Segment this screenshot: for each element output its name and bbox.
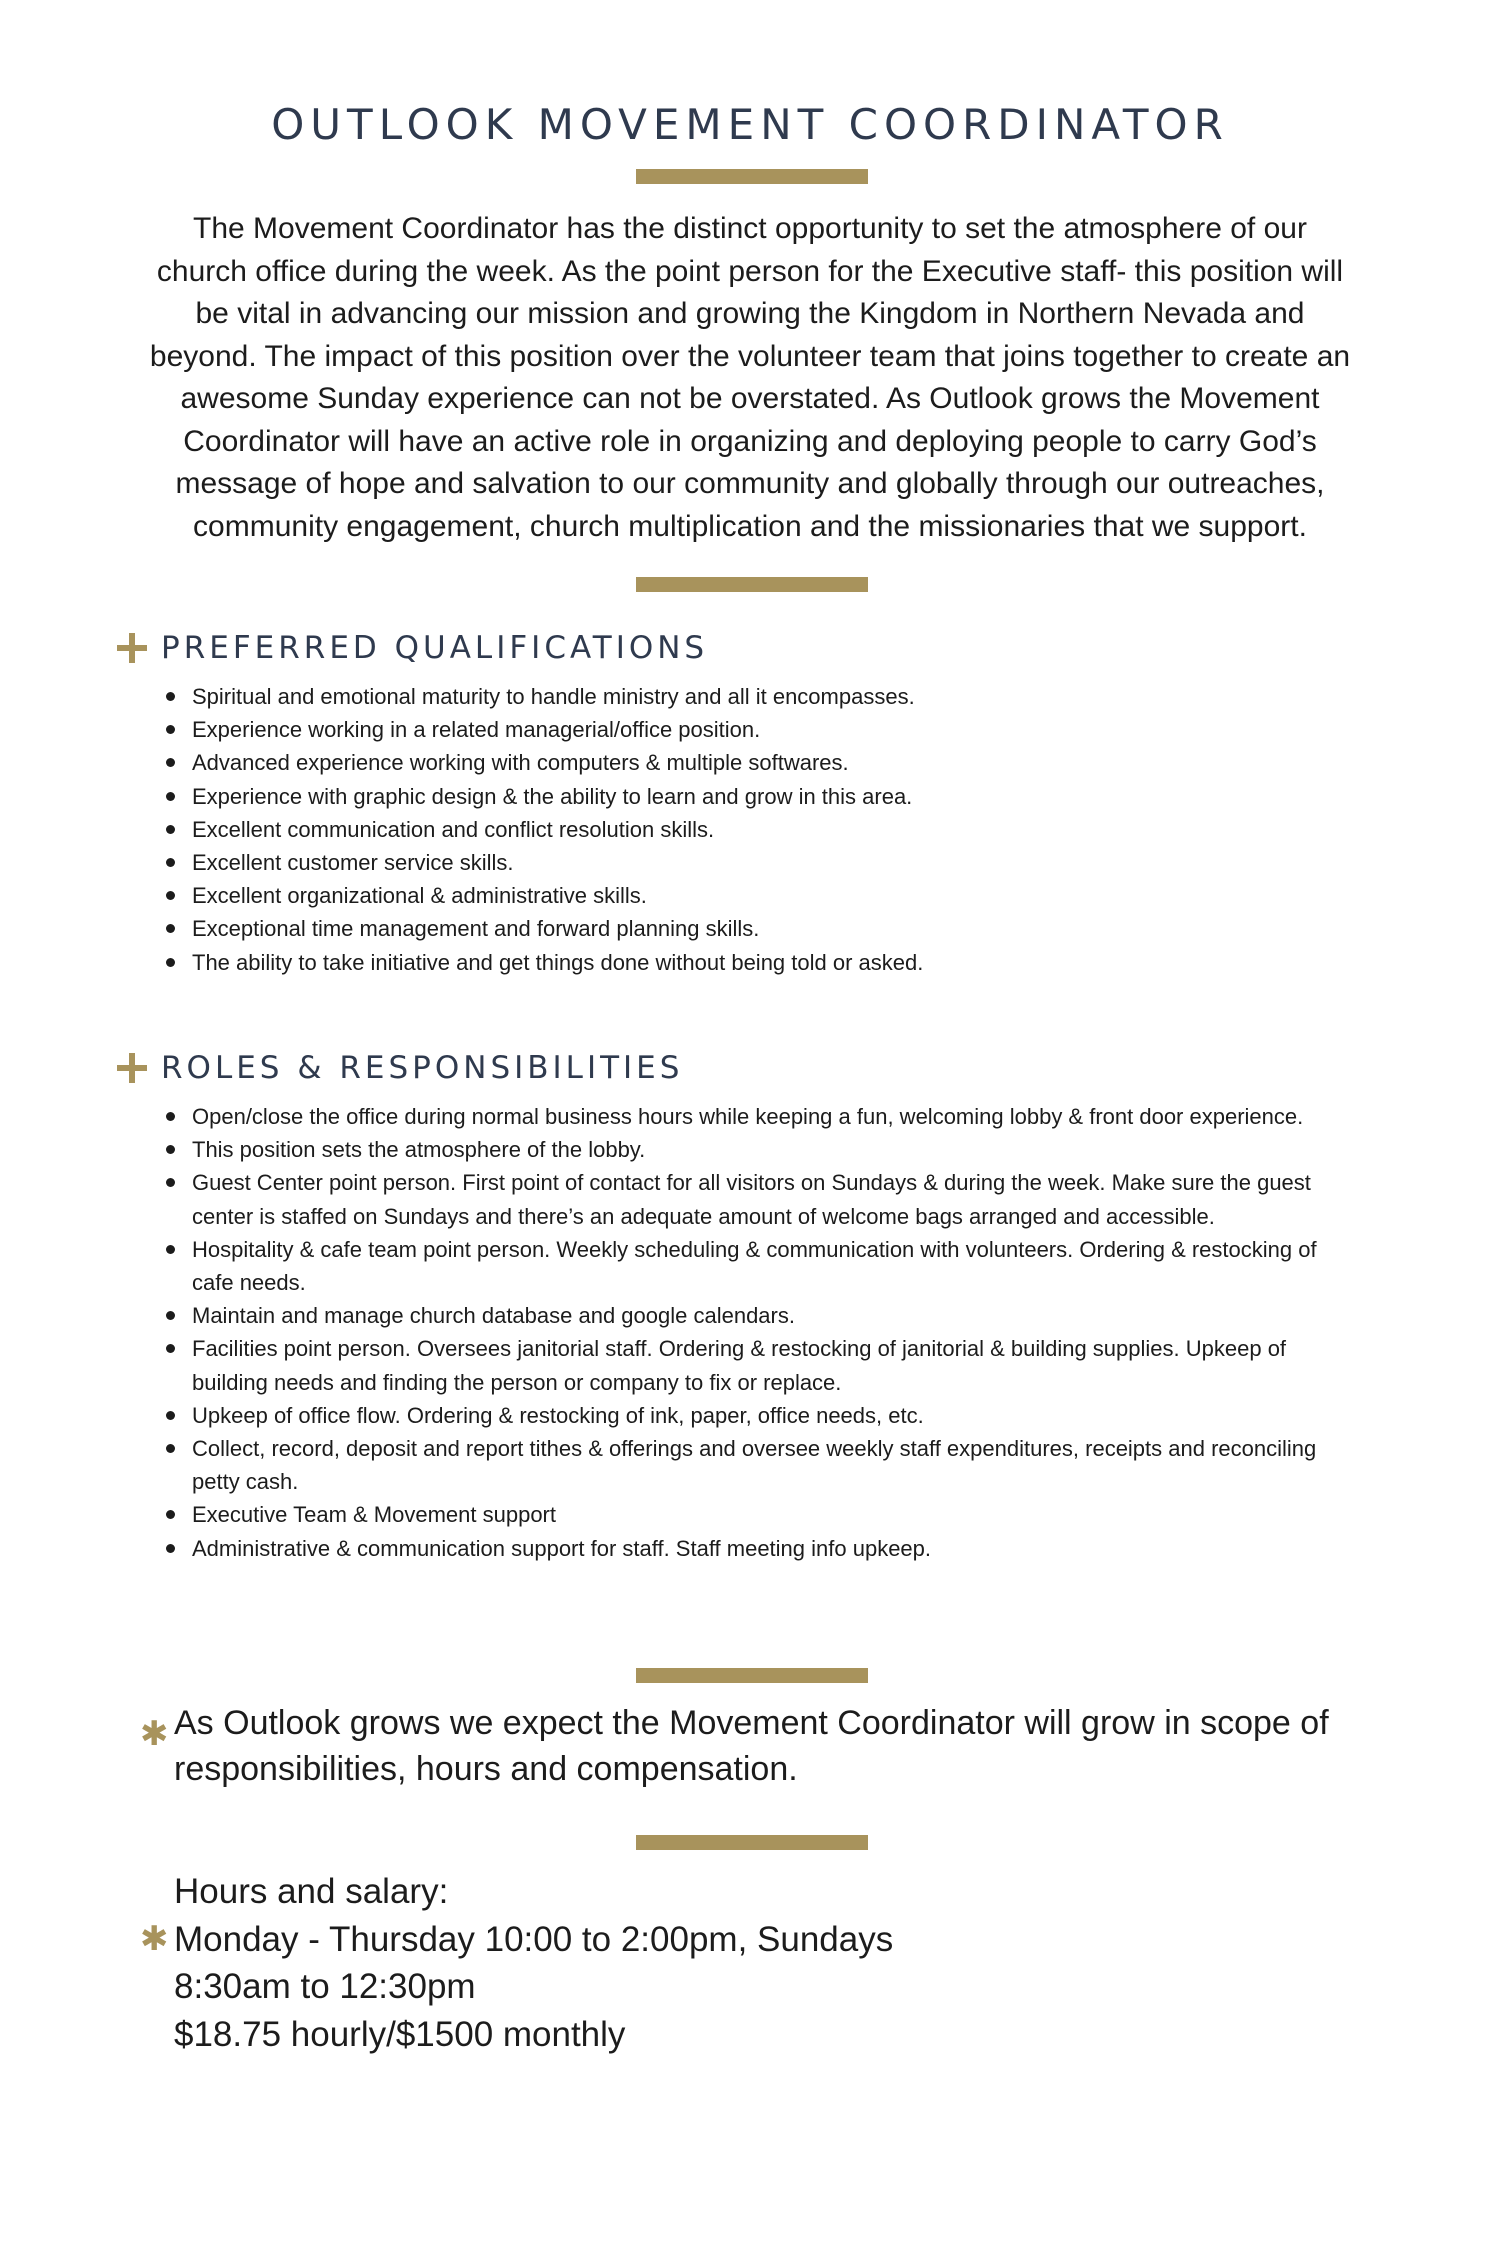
list-item: Excellent customer service skills. — [160, 846, 1350, 879]
hours-label: Hours and salary: — [174, 1872, 449, 1911]
divider — [636, 1668, 868, 1683]
plus-icon — [115, 631, 149, 665]
responsibilities-heading — [115, 1048, 683, 1088]
list-item: Experience with graphic design & the ability to learn and grow in this area. — [160, 780, 1350, 813]
intro-paragraph: The Movement Coordinator has the distinct opportunity to set the atmosphere of our church office during the week. As the point person for the Executive staff- this position will be vital in advancing our mission and growing the Kingdom in Northern Nevada and beyond. The impact of this position over the volunteer team that joins together to create an awesome Sunday experience can not be overstated. As Outlook grows the Movement Coordinator will have an active role in organizing and deploying people to carry God’s message of hope and salvation to our community and globally through our outreaches, community engagement, church multiplication and the missionaries that we support. — [149, 212, 1351, 543]
list-item: Maintain and manage church database and google calendars. — [160, 1299, 1350, 1332]
divider — [636, 169, 868, 184]
responsibilities-list — [160, 1100, 1350, 1565]
growth-note: As Outlook grows we expect the Movement Coordinator will grow in scope of responsibilities, hours and compensation. — [174, 1704, 1329, 1788]
list-item: Guest Center point person. First point of contact for all visitors on Sundays & during the week. Make sure the guest center is staffed on Sundays and there’s an adequate amount of welcome bags arranged and accessible. — [160, 1166, 1350, 1232]
list-item: Open/close the office during normal business hours while keeping a fun, welcoming lobby & front door experience. — [160, 1100, 1350, 1133]
section-title: ROLES & RESPONSIBILITIES — [161, 1050, 684, 1086]
schedule-line: 8:30am to 12:30pm — [174, 1967, 476, 2006]
section-title: PREFERRED QUALIFICATIONS — [161, 630, 709, 666]
asterisk-icon: ✱ — [140, 1714, 169, 1754]
list-item: The ability to take initiative and get things done without being told or asked. — [160, 946, 1350, 979]
list-item: Excellent organizational & administrative skills. — [160, 879, 1350, 912]
list-item: Administrative & communication support for staff. Staff meeting info upkeep. — [160, 1532, 1350, 1565]
divider — [636, 577, 868, 592]
plus-icon — [115, 1051, 149, 1085]
qualifications-list — [160, 680, 1350, 979]
asterisk-icon: ✱ — [140, 1919, 169, 1959]
list-item: Advanced experience working with computers & multiple softwares. — [160, 746, 1350, 779]
pay-line: $18.75 hourly/$1500 monthly — [174, 2014, 626, 2054]
list-item: Spiritual and emotional maturity to handle ministry and all it encompasses. — [160, 680, 1350, 713]
page-title: OUTLOOK MOVEMENT COORDINATOR — [271, 100, 1229, 149]
list-item: Executive Team & Movement support — [160, 1498, 1350, 1531]
hours-and-salary — [174, 1868, 1074, 2058]
list-item: Upkeep of office flow. Ordering & restocking of ink, paper, office needs, etc. — [160, 1399, 1350, 1432]
list-item: Experience working in a related managerial/office position. — [160, 713, 1350, 746]
list-item: Facilities point person. Oversees janitorial staff. Ordering & restocking of janitorial & building supplies. Upkeep of building needs and finding the person or company to fix or replace. — [160, 1332, 1350, 1398]
divider — [636, 1835, 868, 1850]
list-item: Collect, record, deposit and report tithes & offerings and oversee weekly staff expenditures, receipts and reconciling petty cash. — [160, 1432, 1350, 1498]
list-item: Excellent communication and conflict resolution skills. — [160, 813, 1350, 846]
schedule-line: Monday - Thursday 10:00 to 2:00pm, Sundays — [174, 1919, 894, 1959]
list-item: This position sets the atmosphere of the lobby. — [160, 1133, 1350, 1166]
list-item: Exceptional time management and forward planning skills. — [160, 912, 1350, 945]
list-item: Hospitality & cafe team point person. Weekly scheduling & communication with volunteers. Ordering & restocking of cafe needs. — [160, 1233, 1350, 1299]
qualifications-heading — [115, 628, 708, 668]
